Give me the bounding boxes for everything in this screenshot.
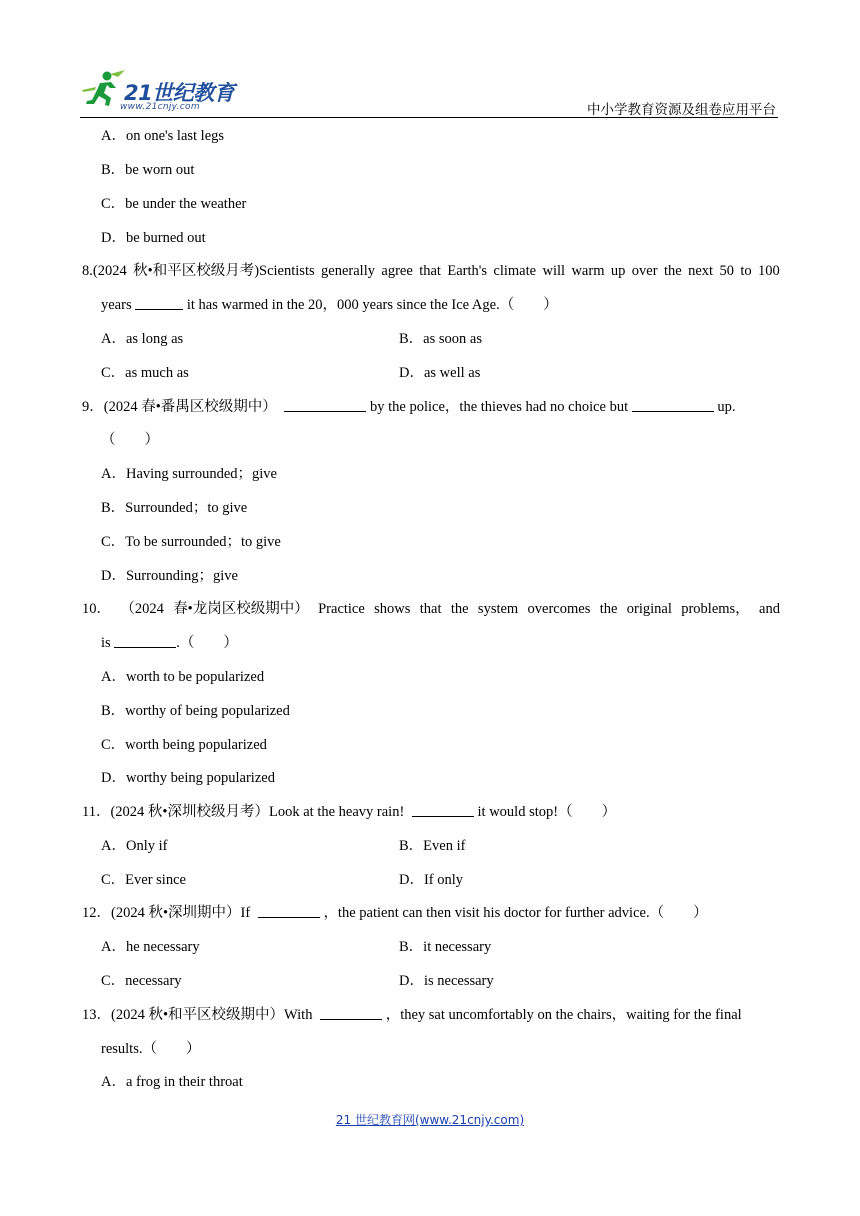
answer-blank[interactable] [114,633,176,648]
word: Practice [318,601,365,617]
stem-text: 13．(2024 秋•和平区校级期中）With [82,1007,313,1023]
word: the [599,601,618,617]
q8-option-c: C．as much as [101,365,189,381]
stem-text: 12．(2024 秋•深圳期中）If [82,905,251,921]
q13-stem-line1 [82,1005,780,1025]
word: 8.(2024 [82,263,127,279]
word: will [542,263,566,279]
q12-option-c: C．necessary [101,973,182,989]
stem-text: is [101,635,111,651]
word: that [419,601,442,617]
q9-stem-line1 [82,397,780,417]
q8-option-a: A．as long as [101,331,184,347]
answer-blank[interactable] [258,903,320,918]
word: generally [321,263,375,279]
word: shows [374,601,411,617]
word: 春•龙岗区校级期中） [173,601,309,617]
word: agree [381,263,413,279]
footer-link[interactable]: 21 世纪教育网(www.21cnjy.com) [335,1113,525,1127]
stem-text: up. [717,399,736,415]
word: （2024 [120,601,164,617]
stem-text: it has warmed in the 20，000 years since the Ice Age.（ ） [186,297,558,313]
word: up [610,263,626,279]
word: problems， [681,601,750,617]
q11-option-a: A．Only if [101,838,168,854]
word: 秋•和平区校级月考)Scientists [133,263,315,279]
answer-blank[interactable] [412,802,474,817]
stem-text: 9．(2024 春•番禺区校级期中） [82,399,277,415]
logo-text: 21世纪教育 [124,81,235,105]
q12-option-b: B．it necessary [399,939,492,955]
word: over [631,263,658,279]
q8-stem-line1 [82,261,780,281]
q10-option-c: C．worth being popularized [101,737,267,753]
q9-option-d: D．Surrounding；give [101,568,238,584]
stem-text: .（ ） [176,635,238,651]
q7-option-c: C．be under the weather [101,196,247,212]
answer-blank[interactable] [284,397,366,412]
q10-option-a: A．worth to be popularized [101,669,265,685]
q8-option-d: D．as well as [399,365,481,381]
word: next [688,263,714,279]
platform-title: 中小学教育资源及组卷应用平台 [587,102,776,118]
q12-option-a: A．he necessary [101,939,200,955]
word: that [419,263,441,279]
stem-text: by the police，the thieves had no choice but [370,399,629,415]
q7-option-b: B．be worn out [101,162,195,178]
word: overcomes [527,601,591,617]
q9-option-b: B．Surrounded；to give [101,500,248,516]
q9-stem-line2: （ ） [101,432,159,448]
q10-stem-line2 [101,633,780,653]
q13-stem-line2: results.（ ） [101,1041,201,1057]
q13-option-a: A．a frog in their throat [101,1074,243,1090]
stem-text: it would stop!（ ） [477,804,617,820]
q12-option-d: D．is necessary [399,973,494,989]
word: the [663,263,682,279]
q10-option-d: D．worthy being popularized [101,770,275,786]
word: warm [571,263,605,279]
q9-option-c: C．To be surrounded；to give [101,534,281,550]
q11-option-d: D．If only [399,872,464,888]
q11-option-b: B．Even if [399,838,466,854]
stem-text: ，they sat uncomfortably on the chairs，waiting for the final [385,1007,742,1023]
q11-option-c: C．Ever since [101,872,186,888]
answer-blank[interactable] [632,397,714,412]
word: system [477,601,519,617]
word: 100 [758,263,780,279]
q12-stem-line1 [82,903,780,923]
answer-blank[interactable] [320,1005,382,1020]
page-header [80,66,778,120]
q10-option-b: B．worthy of being popularized [101,703,290,719]
q7-option-a: A．on one's last legs [101,128,225,144]
word: the [450,601,469,617]
q8-option-b: B．as soon as [399,331,482,347]
stem-text: ，the patient can then visit his doctor for further advice.（ ） [323,905,708,921]
word: Earth's [447,263,487,279]
stem-text: years [101,297,132,313]
q10-stem-line1 [82,599,780,619]
logo [80,68,250,116]
q8-stem-line2 [101,295,780,315]
word: and [759,601,780,617]
word: 10． [82,601,111,617]
word: climate [493,263,537,279]
word: 50 [719,263,734,279]
q7-option-d: D．be burned out [101,230,206,246]
answer-blank[interactable] [135,295,183,310]
stem-text: 11．(2024 秋•深圳校级月考）Look at the heavy rain! [82,804,405,820]
q9-option-a: A．Having surrounded；give [101,466,277,482]
word: to [740,263,752,279]
q11-stem-line1 [82,802,780,822]
word: original [626,601,672,617]
header-divider [80,117,778,118]
logo-url: www.21cnjy.com [120,102,200,112]
